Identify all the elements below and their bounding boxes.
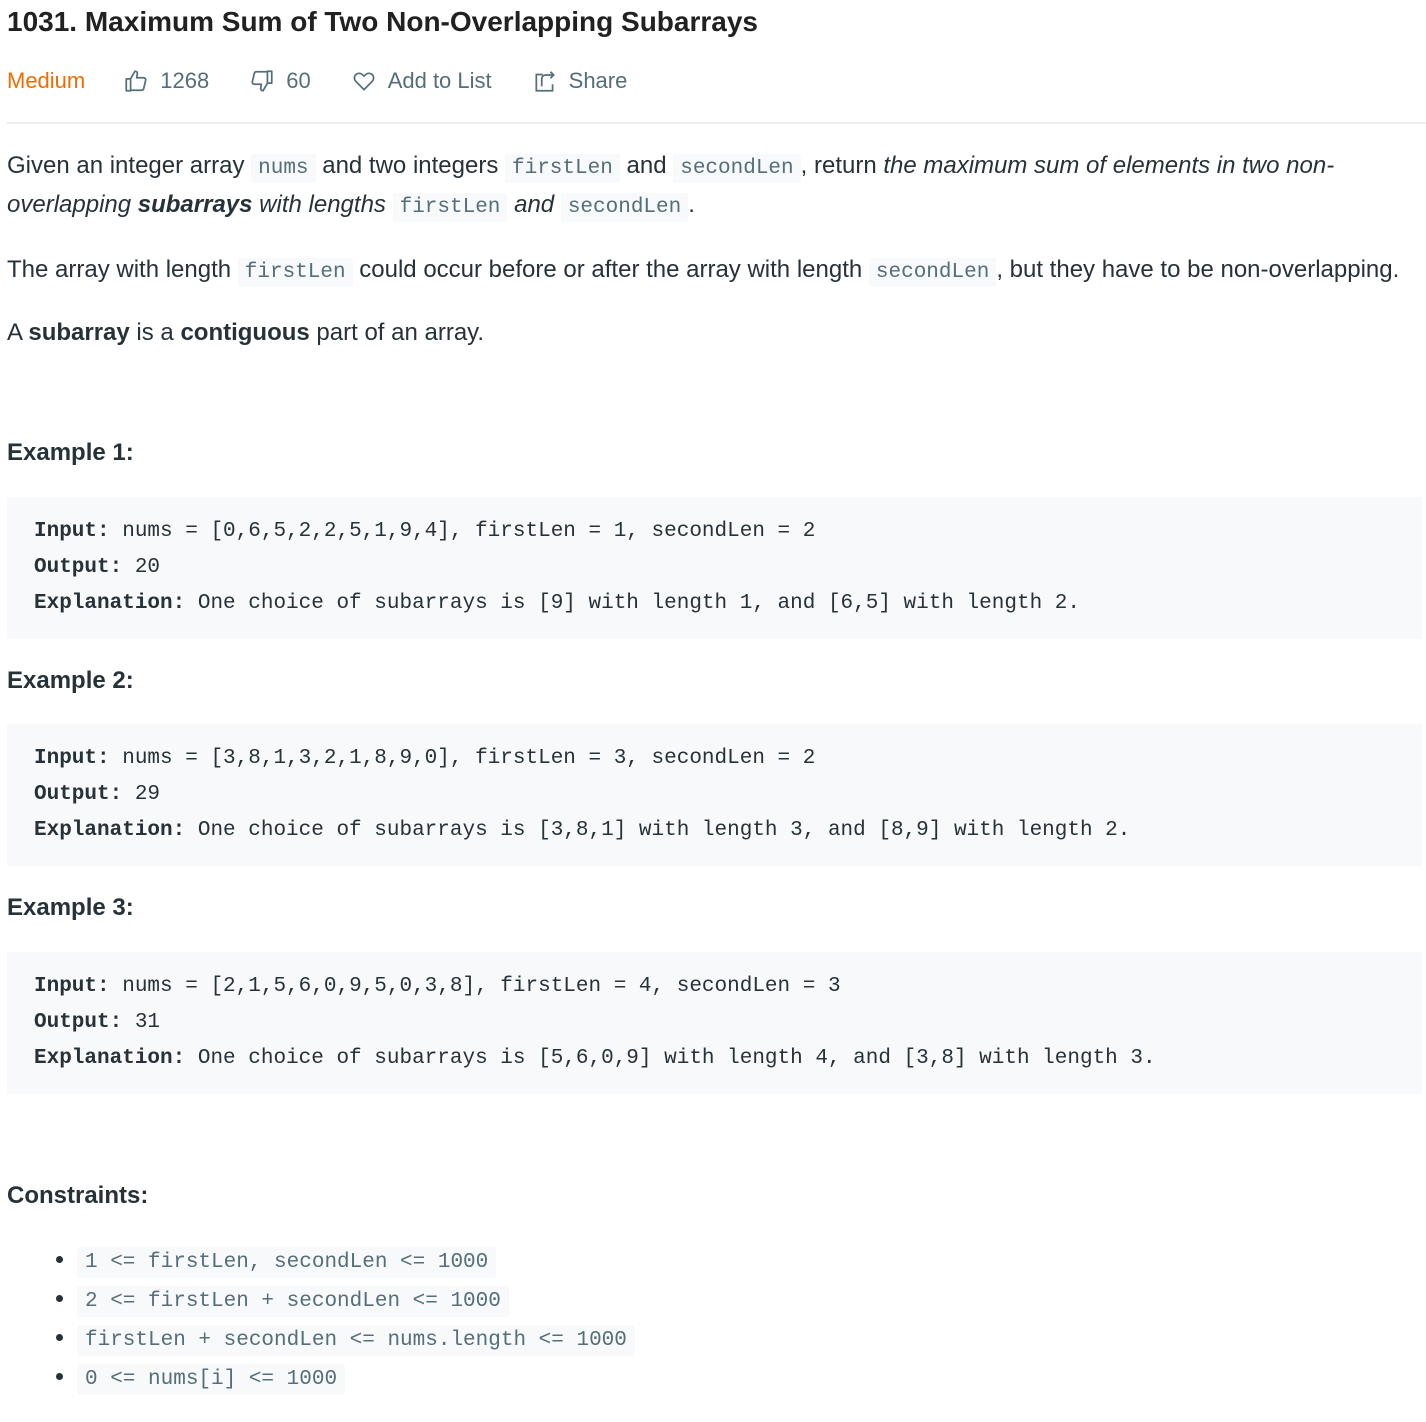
label: Output: bbox=[34, 1011, 123, 1034]
bold-text: subarrays bbox=[137, 191, 253, 218]
inline-code: secondLen bbox=[673, 154, 800, 183]
label: Output: bbox=[34, 556, 123, 579]
text: part of an array. bbox=[309, 319, 485, 346]
constraints-heading: Constraints: bbox=[7, 1182, 149, 1209]
constraint-code: firstLen + secondLen <= nums.length <= 1000 bbox=[77, 1325, 635, 1356]
problem-description bbox=[7, 148, 1422, 1398]
constraint-item bbox=[77, 1359, 1422, 1398]
example-2-heading: Example 2: bbox=[7, 667, 134, 694]
example-1-block bbox=[7, 497, 1422, 639]
text: . bbox=[688, 191, 695, 218]
share-button[interactable] bbox=[532, 68, 628, 94]
like-button[interactable] bbox=[123, 68, 209, 94]
dislike-button[interactable] bbox=[249, 68, 310, 94]
example-output: 29 bbox=[122, 783, 161, 806]
text: and bbox=[626, 152, 674, 179]
example-explanation: One choice of subarrays is [9] with length 1, and [6,5] with length 2. bbox=[185, 592, 1080, 615]
share-icon bbox=[532, 68, 558, 94]
constraint-item bbox=[77, 1242, 1422, 1281]
difficulty-badge: Medium bbox=[7, 68, 86, 93]
problem-title: 1031. Maximum Sum of Two Non-Overlapping Subarrays bbox=[7, 6, 758, 37]
share-label: Share bbox=[568, 68, 628, 93]
constraint-code: 0 <= nums[i] <= 1000 bbox=[77, 1364, 345, 1395]
italic-text: and bbox=[514, 191, 561, 218]
inline-code: secondLen bbox=[869, 258, 996, 287]
label: Output: bbox=[34, 783, 123, 806]
constraint-code: 2 <= firstLen + secondLen <= 1000 bbox=[77, 1286, 509, 1317]
thumbs-down-icon bbox=[249, 68, 275, 94]
description-paragraph-2 bbox=[7, 252, 1422, 291]
label: Input: bbox=[34, 747, 110, 770]
text: , but they have to be non-overlapping. bbox=[996, 256, 1400, 283]
text: could occur before or after the array with length bbox=[359, 256, 869, 283]
constraint-code: 1 <= firstLen, secondLen <= 1000 bbox=[77, 1247, 496, 1278]
inline-code: firstLen bbox=[505, 154, 620, 183]
italic-text: the maximum sum of elements in two non-overlapping bbox=[7, 152, 1335, 218]
description-paragraph-1 bbox=[7, 148, 1422, 226]
example-2-block bbox=[7, 724, 1422, 866]
example-explanation: One choice of subarrays is [5,6,0,9] with length 4, and [3,8] with length 3. bbox=[185, 1047, 1156, 1070]
text: The array with length bbox=[7, 256, 238, 283]
label: Explanation: bbox=[34, 592, 186, 615]
example-3-heading: Example 3: bbox=[7, 894, 134, 921]
constraint-item bbox=[77, 1320, 1422, 1359]
example-1-heading: Example 1: bbox=[7, 439, 134, 466]
text: , return bbox=[800, 152, 884, 179]
label: Explanation: bbox=[34, 819, 186, 842]
constraint-item bbox=[77, 1281, 1422, 1320]
italic-text: with lengths bbox=[252, 191, 393, 218]
text: A bbox=[7, 319, 29, 346]
text: Given an integer array bbox=[7, 152, 252, 179]
label: Explanation: bbox=[34, 1047, 186, 1070]
text: and two integers bbox=[322, 152, 505, 179]
inline-code: nums bbox=[251, 154, 315, 183]
heart-icon bbox=[351, 68, 377, 94]
thumbs-up-icon bbox=[123, 68, 149, 94]
label: Input: bbox=[34, 975, 110, 998]
inline-code: firstLen bbox=[238, 258, 353, 287]
example-explanation: One choice of subarrays is [3,8,1] with length 3, and [8,9] with length 2. bbox=[185, 819, 1131, 842]
inline-code: secondLen bbox=[561, 193, 688, 222]
constraints-list bbox=[7, 1242, 1422, 1398]
divider bbox=[7, 122, 1426, 124]
example-input: nums = [3,8,1,3,2,1,8,9,0], firstLen = 3, secondLen = 2 bbox=[109, 747, 816, 770]
example-output: 31 bbox=[122, 1011, 161, 1034]
description-paragraph-3 bbox=[7, 315, 1422, 351]
problem-meta-bar bbox=[7, 64, 667, 98]
like-count: 1268 bbox=[160, 68, 210, 93]
bold-text: subarray bbox=[28, 319, 130, 346]
bold-text: contiguous bbox=[180, 319, 310, 346]
dislike-count: 60 bbox=[286, 68, 311, 93]
inline-code: firstLen bbox=[393, 193, 508, 222]
example-output: 20 bbox=[122, 556, 161, 579]
add-to-list-button[interactable] bbox=[351, 68, 492, 94]
example-3-block bbox=[7, 952, 1422, 1094]
text: is a bbox=[129, 319, 181, 346]
label: Input: bbox=[34, 520, 110, 543]
example-input: nums = [0,6,5,2,2,5,1,9,4], firstLen = 1, secondLen = 2 bbox=[109, 520, 816, 543]
add-to-list-label: Add to List bbox=[387, 68, 492, 93]
example-input: nums = [2,1,5,6,0,9,5,0,3,8], firstLen = 4, secondLen = 3 bbox=[109, 975, 841, 998]
